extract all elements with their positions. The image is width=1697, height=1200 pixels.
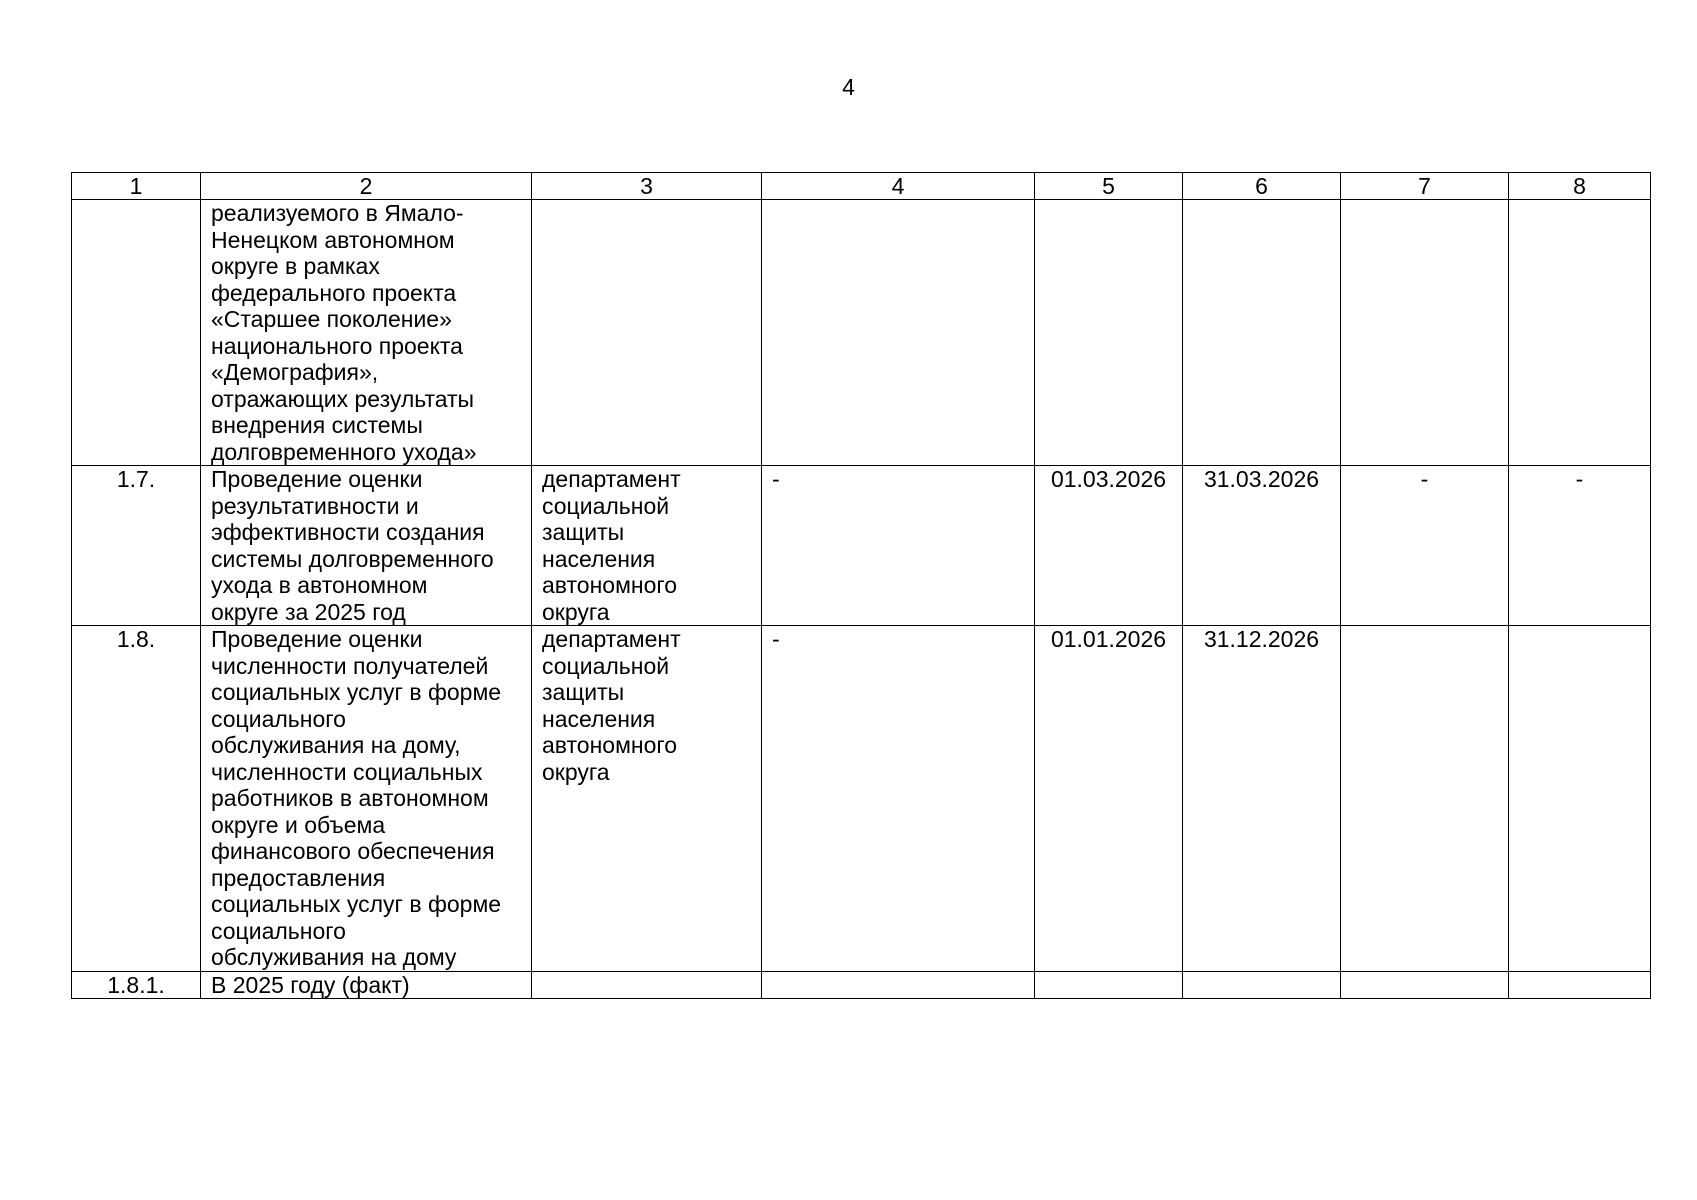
header-col-4: 4 <box>762 173 1035 200</box>
row-number <box>72 200 201 466</box>
header-col-1: 1 <box>72 173 201 200</box>
row-col7 <box>1341 971 1509 999</box>
row-col4 <box>762 200 1035 466</box>
header-col-2: 2 <box>201 173 532 200</box>
row-name: В 2025 году (факт) <box>201 971 532 999</box>
row-col8 <box>1509 971 1651 999</box>
table-row <box>72 626 1651 972</box>
row-number: 1.8. <box>72 626 201 972</box>
row-col8 <box>1509 200 1651 466</box>
row-col4 <box>762 971 1035 999</box>
plan-table <box>71 172 1651 999</box>
header-col-6: 6 <box>1183 173 1341 200</box>
header-col-7: 7 <box>1341 173 1509 200</box>
row-end-date <box>1183 971 1341 999</box>
row-name: Проведение оценки численности получателей социальных услуг в форме социального обслуживания на дому, численности социальных работников в автономном округе и объема финансового обеспечения предоставления социальных услуг в форме социального обслуживания на дому <box>201 626 532 972</box>
row-end-date: 31.03.2026 <box>1183 466 1341 626</box>
row-col4: - <box>762 626 1035 972</box>
row-number: 1.8.1. <box>72 971 201 999</box>
row-executor <box>532 971 762 999</box>
row-end-date: 31.12.2026 <box>1183 626 1341 972</box>
table-row <box>72 466 1651 626</box>
table-header-row <box>72 173 1651 200</box>
row-executor <box>532 200 762 466</box>
page-number: 4 <box>842 74 855 100</box>
row-col4: - <box>762 466 1035 626</box>
row-col8: - <box>1509 466 1651 626</box>
header-col-8: 8 <box>1509 173 1651 200</box>
row-start-date <box>1035 971 1183 999</box>
row-name: реализуемого в Ямало- Ненецком автономном округе в рамках федерального проекта «Старшее поколение» национального проекта «Демография», отражающих результаты внедрения системы долговременного ухода» <box>201 200 532 466</box>
row-number: 1.7. <box>72 466 201 626</box>
row-start-date <box>1035 200 1183 466</box>
row-col8 <box>1509 626 1651 972</box>
table-row <box>72 971 1651 999</box>
row-col7 <box>1341 200 1509 466</box>
row-end-date <box>1183 200 1341 466</box>
row-executor: департамент социальной защиты населения автономного округа <box>532 626 762 972</box>
row-start-date: 01.01.2026 <box>1035 626 1183 972</box>
row-executor: департамент социальной защиты населения автономного округа <box>532 466 762 626</box>
header-col-5: 5 <box>1035 173 1183 200</box>
header-col-3: 3 <box>532 173 762 200</box>
row-col7 <box>1341 626 1509 972</box>
row-start-date: 01.03.2026 <box>1035 466 1183 626</box>
table-row <box>72 200 1651 466</box>
row-name: Проведение оценки результативности и эффективности создания системы долговременного ухода в автономном округе за 2025 год <box>201 466 532 626</box>
row-col7: - <box>1341 466 1509 626</box>
